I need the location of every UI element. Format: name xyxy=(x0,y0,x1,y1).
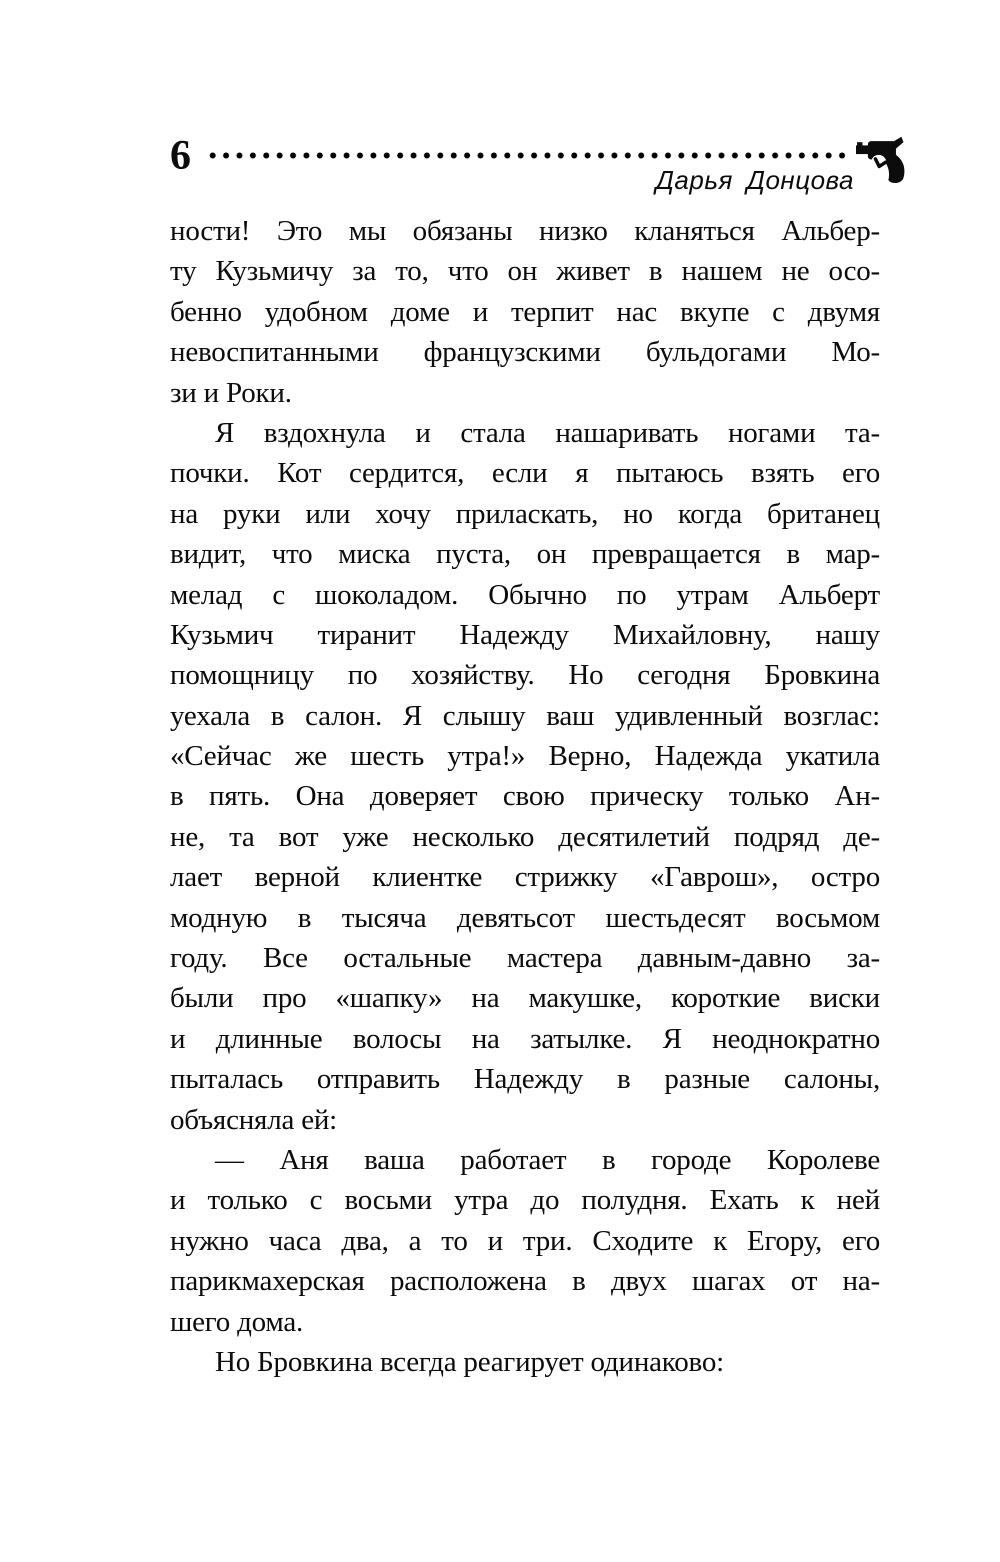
page-text xyxy=(170,211,880,1382)
revolver-icon xyxy=(856,135,910,185)
paragraph xyxy=(170,1140,880,1342)
text-line: и только с восьми утра до полудня. Ехать к ней xyxy=(170,1184,880,1217)
text-line: в пять. Она доверяет свою прическу только Ан- xyxy=(170,780,880,813)
running-head xyxy=(170,133,910,212)
text-line: бенно удобном доме и терпит нас вкупе с двумя xyxy=(170,295,880,328)
text-line: Но Бровкина всегда реагирует одинаково: xyxy=(215,1345,724,1378)
text-line: невоспитанными французскими бульдогами Мо- xyxy=(170,336,880,369)
text-line: не, та вот уже несколько десятилетий подряд де- xyxy=(170,820,880,853)
paragraph xyxy=(170,211,880,413)
author-name: Дарья Донцова xyxy=(655,165,854,195)
text-line: и длинные волосы на затылке. Я неоднократно xyxy=(170,1022,880,1055)
text-line: ности! Это мы обязаны низко кланяться Альбер- xyxy=(170,215,880,247)
text-line: уехала в салон. Я слышу ваш удивленный возглас: xyxy=(170,699,880,732)
dotted-line xyxy=(206,151,848,160)
text-line: — Аня ваша работает в городе Королеве xyxy=(215,1143,880,1176)
text-line: на руки или хочу приласкать, но когда британец xyxy=(170,497,880,530)
text-line: ту Кузьмичу за то, что он живет в нашем не осо- xyxy=(170,255,880,288)
text-line: видит, что миска пуста, он превращается в мар- xyxy=(170,538,880,571)
text-line: Кузьмич тиранит Надежду Михайловну, нашу xyxy=(170,618,880,651)
text-line: зи и Роки. xyxy=(170,376,292,409)
paragraph xyxy=(170,1342,880,1382)
text-line: Я вздохнула и стала нашаривать ногами та- xyxy=(215,416,880,449)
text-line: парикмахерская расположена в двух шагах от на- xyxy=(170,1265,880,1298)
text-line: «Сейчас же шесть утра!» Верно, Надежда укатила xyxy=(170,740,880,773)
text-line: модную в тысяча девятьсот шестьдесят восьмом xyxy=(170,901,880,934)
text-line: нужно часа два, а то и три. Сходите к Егору, его xyxy=(170,1224,880,1257)
page-number: 6 xyxy=(170,133,191,179)
text-line: почки. Кот сердится, если я пытаюсь взять его xyxy=(170,457,880,490)
text-line: были про «шапку» на макушке, короткие виски xyxy=(170,982,880,1015)
text-line: помощницу по хозяйству. Но сегодня Бровкина xyxy=(170,659,880,692)
text-line: мелад с шоколадом. Обычно по утрам Альберт xyxy=(170,578,880,611)
text-line: лает верной клиентке стрижку «Гаврош», остро xyxy=(170,861,880,894)
paragraph xyxy=(170,413,880,1140)
text-line: объясняла ей: xyxy=(170,1103,338,1136)
text-line: пыталась отправить Надежду в разные салоны, xyxy=(170,1063,880,1096)
text-line: шего дома. xyxy=(170,1305,304,1338)
text-line: году. Все остальные мастера давным-давно за- xyxy=(170,942,880,975)
